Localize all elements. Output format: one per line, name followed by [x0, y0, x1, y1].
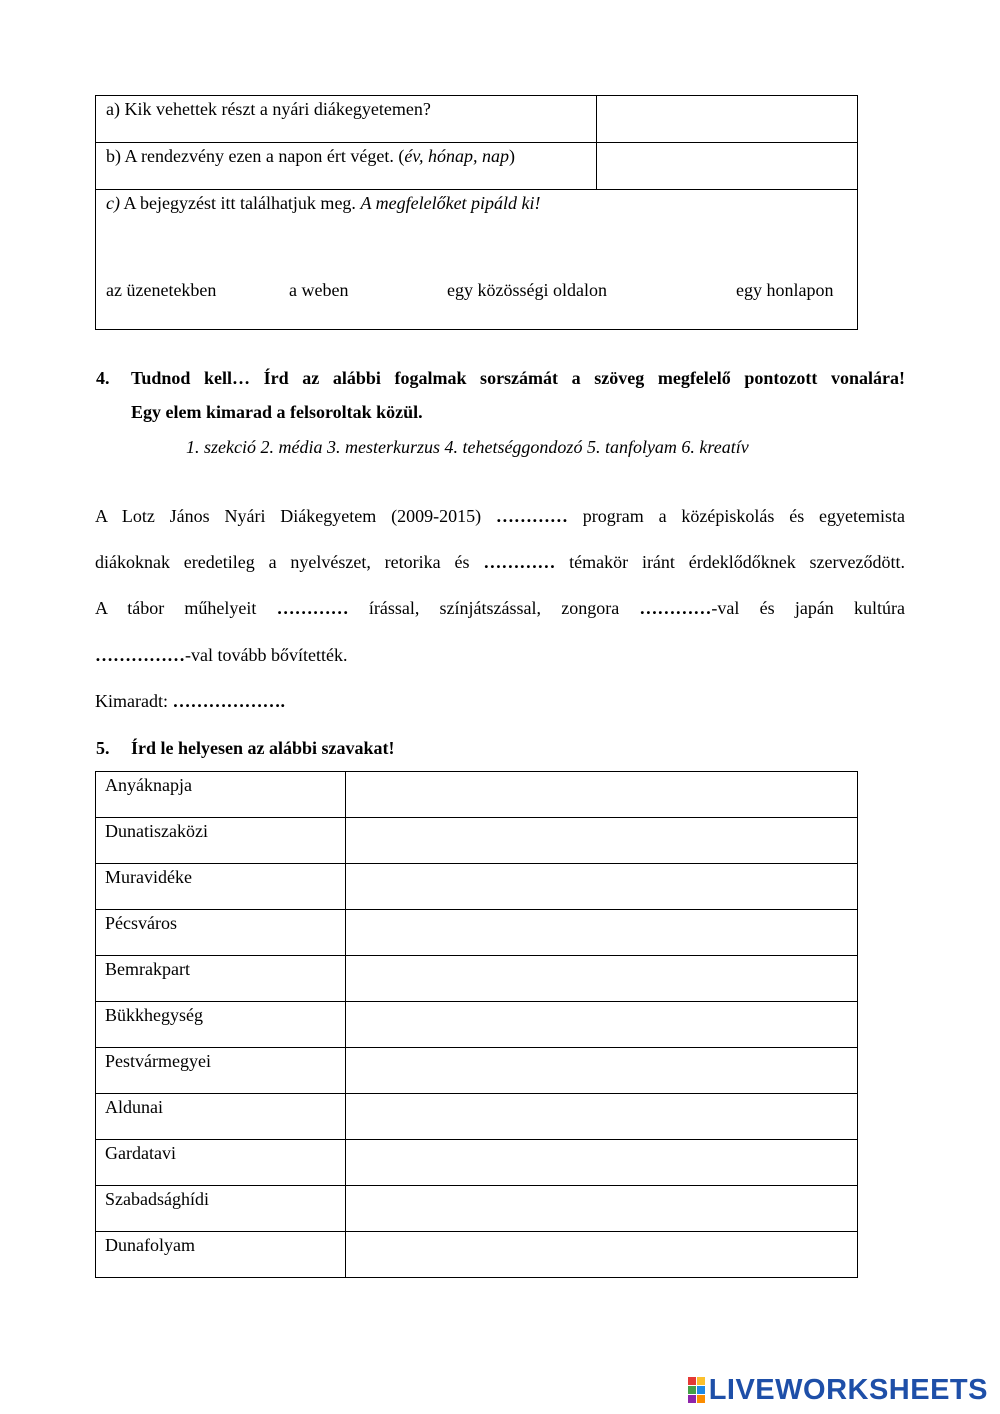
question-5-title: Írd le helyesen az alábbi szavakat!	[131, 738, 395, 758]
blank-5[interactable]: ……………	[95, 645, 185, 665]
table-row	[96, 1002, 858, 1048]
question-c-text: c) A bejegyzést itt találhatjuk meg. A megfelelőket pipáld ki!	[106, 193, 541, 213]
logo-square	[697, 1386, 705, 1394]
question-b-text: b) A rendezvény ezen a napon ért véget. (év, hónap, nap)	[106, 146, 516, 166]
word-cell: Muravidéke	[96, 864, 346, 910]
blank-2[interactable]: …………	[483, 552, 556, 572]
word-cell: Aldunai	[96, 1094, 346, 1140]
logo-square	[697, 1395, 705, 1403]
answer-a-cell[interactable]	[596, 96, 858, 142]
table-row	[96, 1140, 858, 1186]
answer-cell[interactable]	[346, 1186, 858, 1232]
logo-square	[688, 1377, 696, 1385]
liveworksheets-logo	[688, 1372, 988, 1408]
answer-cell[interactable]	[346, 1140, 858, 1186]
word-cell: Gardatavi	[96, 1140, 346, 1186]
word-cell: Bemrakpart	[96, 956, 346, 1002]
question-c-row	[96, 190, 857, 330]
fill-text-line-3: A tábor műhelyeit ………… írással, színjátszással, zongora …………-val és japán kultúra	[95, 598, 906, 618]
answer-cell[interactable]	[346, 956, 858, 1002]
option-homepage[interactable]: egy honlapon	[736, 280, 834, 300]
question-3-table	[95, 95, 858, 330]
answer-cell[interactable]	[346, 772, 858, 818]
logo-text: LIVEWORKSHEETS	[708, 1373, 988, 1406]
logo-mark-icon	[688, 1377, 705, 1403]
logo-square	[697, 1377, 705, 1385]
logo-square	[688, 1386, 696, 1394]
answer-b-cell[interactable]	[596, 143, 858, 189]
question-5-table	[95, 771, 858, 1278]
question-b-row	[96, 143, 857, 190]
logo-square	[688, 1395, 696, 1403]
blank-4[interactable]: …………	[639, 598, 712, 618]
answer-cell[interactable]	[346, 1232, 858, 1278]
question-5-number: 5.	[96, 738, 110, 758]
word-cell: Bükkhegység	[96, 1002, 346, 1048]
table-row	[96, 1232, 858, 1278]
table-row	[96, 772, 858, 818]
option-web[interactable]: a weben	[289, 280, 349, 300]
table-row	[96, 864, 858, 910]
question-a-text: a) Kik vehettek részt a nyári diákegyetemen?	[106, 99, 431, 119]
word-cell: Dunatiszaközi	[96, 818, 346, 864]
answer-cell[interactable]	[346, 864, 858, 910]
table-row	[96, 1186, 858, 1232]
word-cell: Pécsváros	[96, 910, 346, 956]
table-row	[96, 818, 858, 864]
option-messages[interactable]: az üzenetekben	[106, 280, 217, 300]
question-4-title-line2: Egy elem kimarad a felsoroltak közül.	[131, 402, 423, 422]
kimaradt-blank[interactable]: ……………….	[172, 691, 285, 711]
word-cell: Dunafolyam	[96, 1232, 346, 1278]
table-row	[96, 910, 858, 956]
question-4-terms: 1. szekció 2. média 3. mesterkurzus 4. tehetséggondozó 5. tanfolyam 6. kreatív	[186, 437, 749, 457]
table-row	[96, 1048, 858, 1094]
answer-cell[interactable]	[346, 910, 858, 956]
question-4-number: 4.	[96, 368, 110, 388]
table-row	[96, 1094, 858, 1140]
answer-cell[interactable]	[346, 1094, 858, 1140]
fill-text-line-2: diákoknak eredetileg a nyelvészet, retorika és ………… témakör iránt érdeklődőknek szerveződött.	[95, 552, 905, 572]
kimaradt-line	[95, 691, 285, 712]
question-4-title-rest: Írd az alábbi fogalmak sorszámát a szöveg megfelelő pontozott vonalára!	[250, 368, 905, 388]
word-cell: Anyáknapja	[96, 772, 346, 818]
fill-text-line-1: A Lotz János Nyári Diákegyetem (2009-2015) ………… program a középiskolás és egyetemista	[95, 506, 906, 526]
answer-cell[interactable]	[346, 818, 858, 864]
word-cell: Pestvármegyei	[96, 1048, 346, 1094]
word-cell: Szabadsághídi	[96, 1186, 346, 1232]
blank-3[interactable]: …………	[276, 598, 349, 618]
option-social-site[interactable]: egy közösségi oldalon	[447, 280, 607, 300]
question-a-row	[96, 96, 857, 143]
answer-cell[interactable]	[346, 1048, 858, 1094]
answer-cell[interactable]	[346, 1002, 858, 1048]
table-row	[96, 956, 858, 1002]
question-4-title	[131, 368, 905, 389]
fill-text-line-4: ……………-val tovább bővítették.	[95, 645, 348, 665]
question-4-title-lead: Tudnod kell…	[131, 368, 251, 388]
blank-1[interactable]: …………	[495, 506, 568, 526]
kimaradt-label: Kimaradt:	[95, 691, 168, 711]
